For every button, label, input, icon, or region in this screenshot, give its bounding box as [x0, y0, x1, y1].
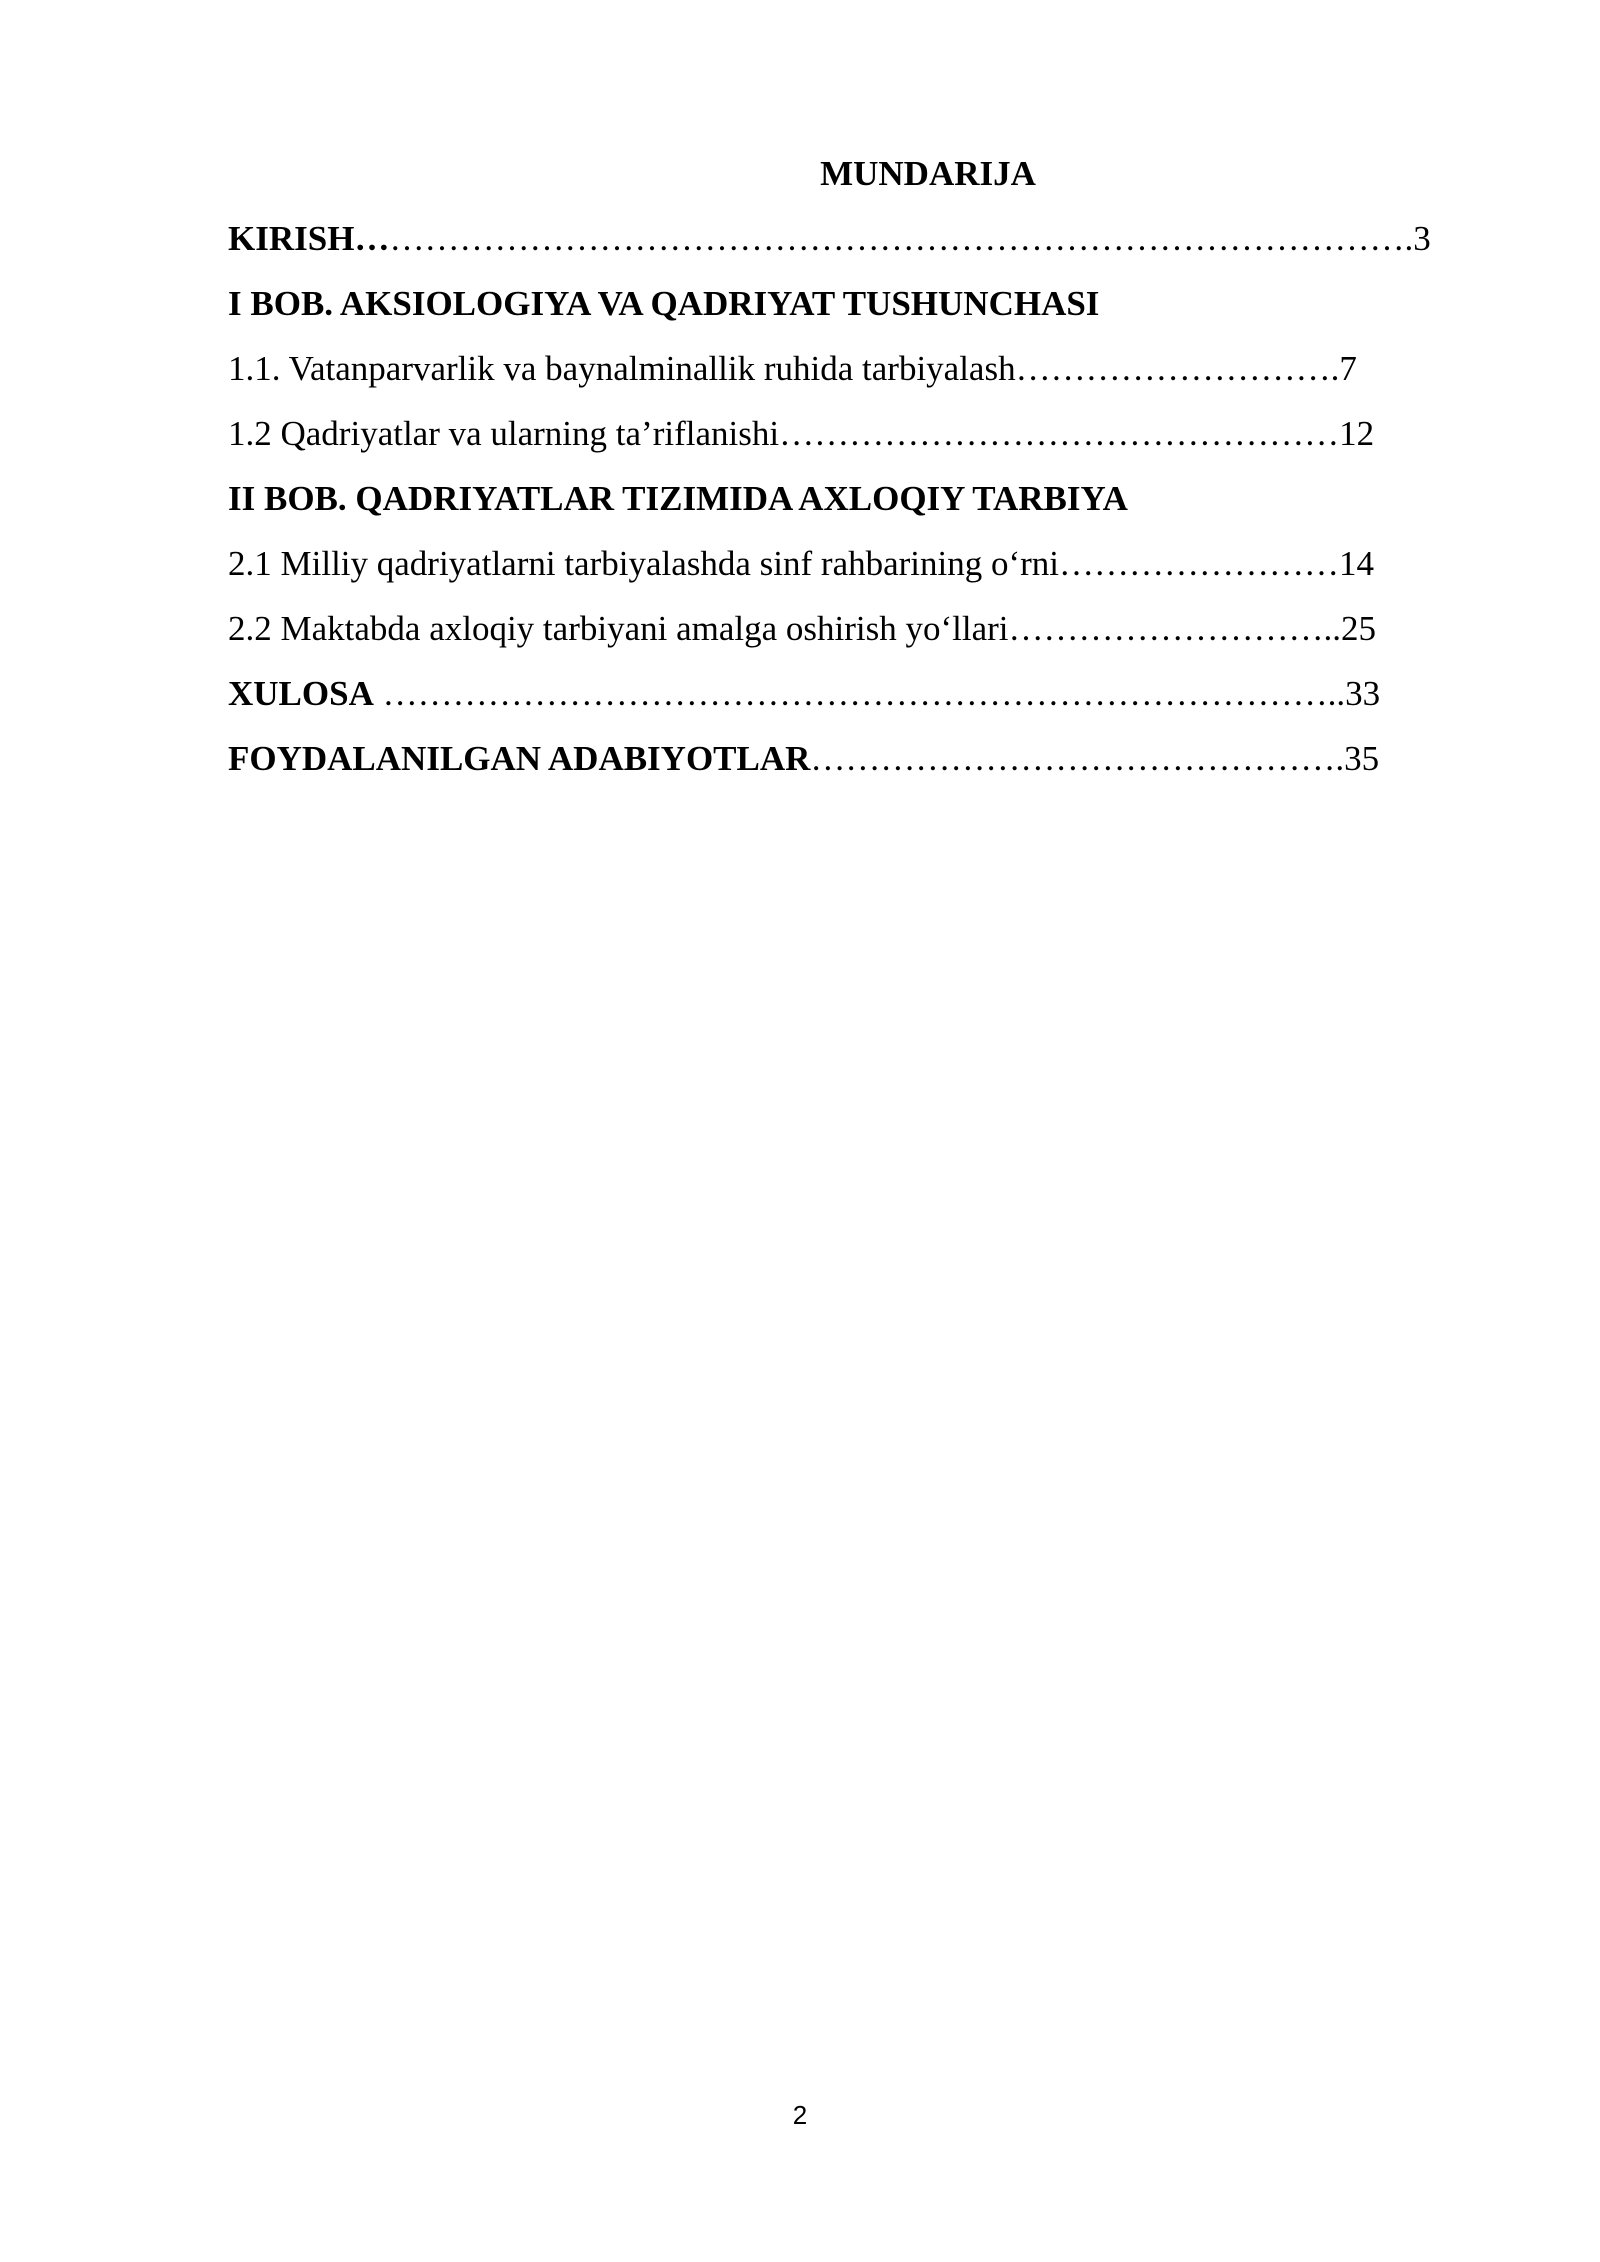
toc-title: MUNDARIJA — [820, 154, 1036, 193]
toc-entry-leader-dots: ……………………………………………………………………………. — [389, 219, 1414, 258]
toc-entry-lead: … — [354, 219, 390, 258]
toc-entry-1-1 — [228, 343, 1468, 395]
toc-entry-title: 1.2 Qadriyatlar va ularning ta’riflanishi — [228, 414, 780, 453]
toc-entry-adabiyotlar — [228, 733, 1468, 785]
toc-entry-title: XULOSA — [228, 674, 374, 713]
toc-chapter-1 — [228, 278, 1468, 330]
toc-entry-leader-dots: ………………………………………… — [779, 414, 1340, 453]
toc-entry-title: 1.1. Vatanparvarlik va baynalminallik ruhida tarbiyalash — [228, 349, 1016, 388]
toc-entry-title: 2.2 Maktabda axloqiy tarbiyani amalga oshirish yo‘llari — [228, 609, 1009, 648]
toc-entry-2-1 — [228, 538, 1468, 590]
toc-entry-title: 2.1 Milliy qadriyatlarni tarbiyalashda sinf rahbarining o‘rni — [228, 544, 1060, 583]
toc-entry-kirish — [228, 213, 1468, 265]
toc-chapter-title: I BOB. AKSIOLOGIYA VA QADRIYAT TUSHUNCHASI — [228, 284, 1100, 323]
toc-entry-page-number: 35 — [1344, 739, 1380, 778]
toc-entry-page-number: 3 — [1413, 219, 1431, 258]
toc-entry-2-2 — [228, 603, 1468, 655]
toc-entry-page-number: 33 — [1345, 674, 1381, 713]
toc-entry-leader-dots: ……………………………………………………………………….. — [373, 674, 1346, 713]
toc-chapter-2 — [228, 473, 1468, 525]
table-of-contents — [228, 148, 1468, 798]
toc-entry-1-2 — [228, 408, 1468, 460]
toc-entry-title: FOYDALANILGAN ADABIYOTLAR — [228, 739, 811, 778]
toc-entry-page-number: 14 — [1339, 544, 1375, 583]
page-number: 2 — [792, 2100, 808, 2130]
toc-entry-page-number: 25 — [1341, 609, 1376, 648]
toc-entry-title: KIRISH — [228, 219, 355, 258]
toc-entry-xulosa — [228, 668, 1468, 720]
toc-entry-leader-dots: ………………………………………. — [810, 739, 1345, 778]
toc-chapter-title: II BOB. QADRIYATLAR TIZIMIDA AXLOQIY TARBIYA — [228, 479, 1128, 518]
toc-entry-leader-dots: ……………………….. — [1008, 609, 1341, 648]
toc-entry-page-number: 7 — [1339, 349, 1357, 388]
toc-entry-page-number: 12 — [1339, 414, 1375, 453]
toc-entry-leader-dots: …………………… — [1059, 544, 1340, 583]
toc-entry-leader-dots: ………………………. — [1015, 349, 1340, 388]
